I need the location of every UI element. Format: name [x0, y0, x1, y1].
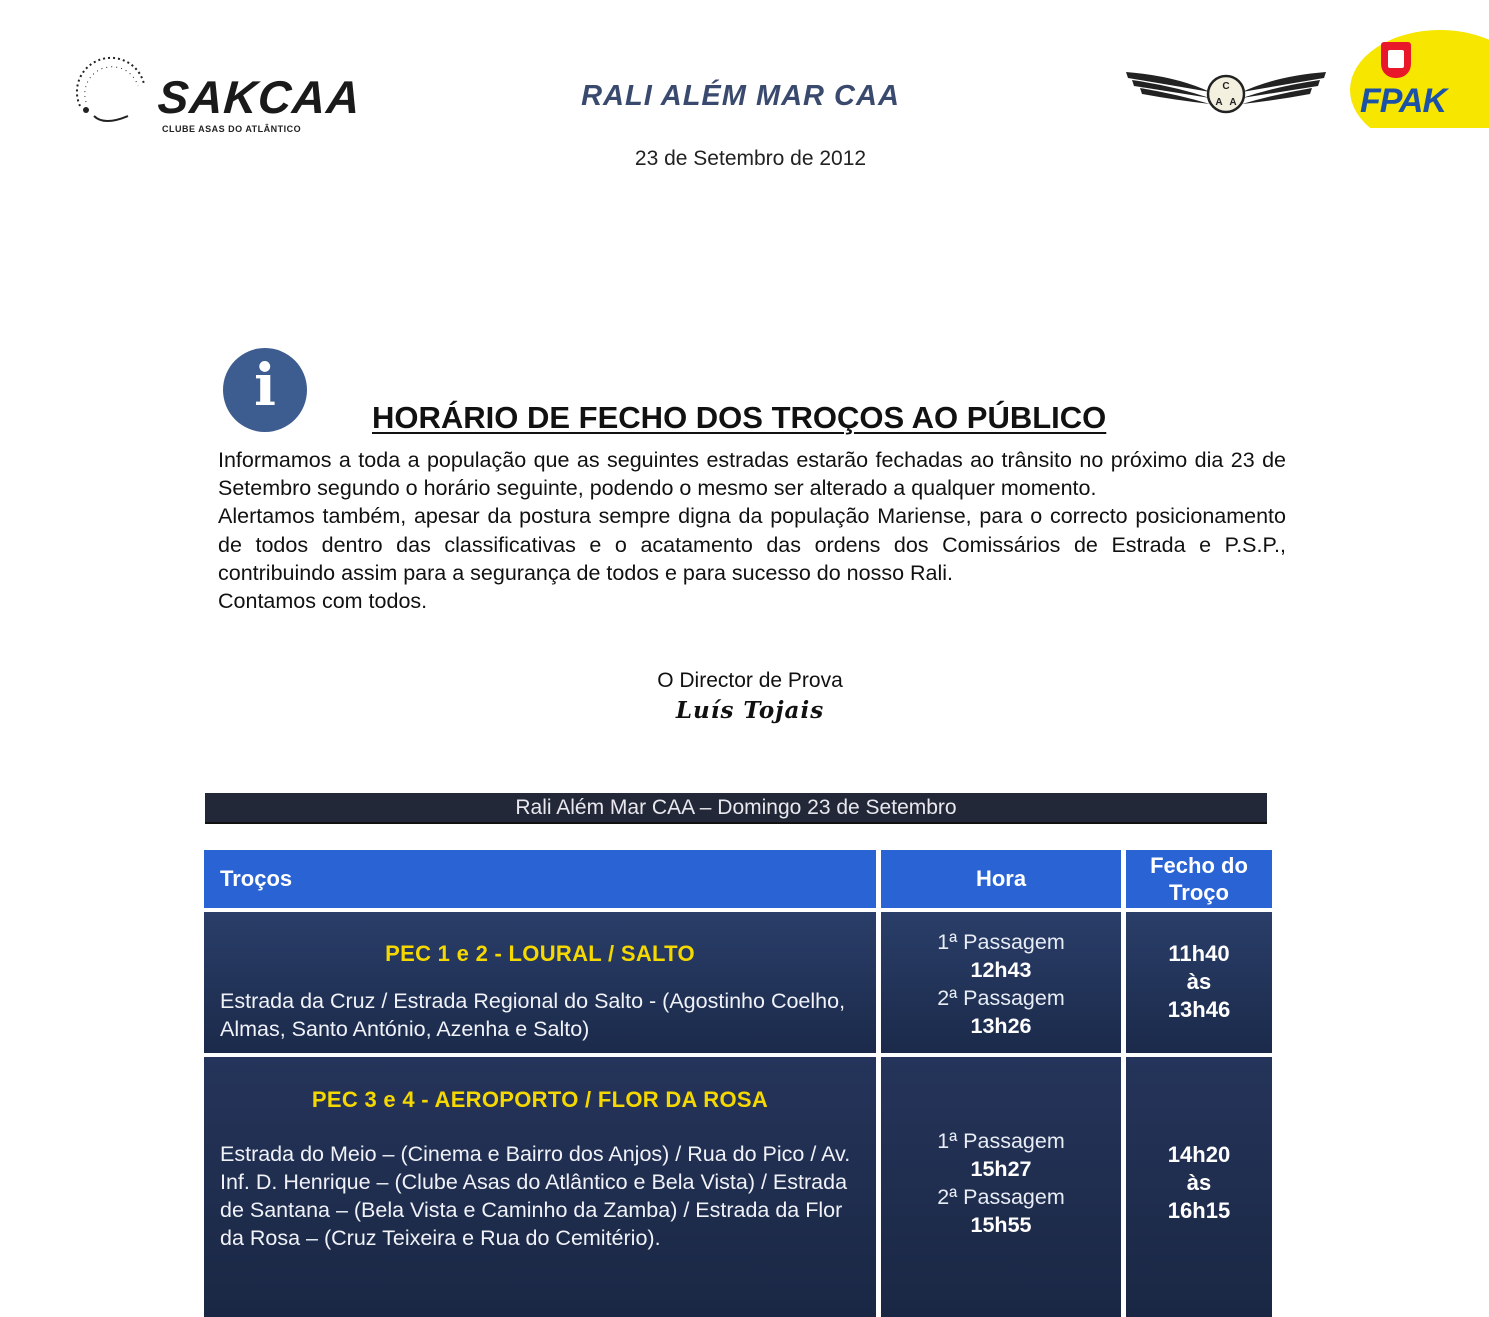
pass-label: 1ª Passagem: [937, 930, 1065, 954]
close-separator: às: [1186, 969, 1212, 994]
fpak-text: FPAK: [1360, 82, 1447, 120]
column-header-trocos: Troços: [204, 850, 876, 908]
table-banner: Rali Além Mar CAA – Domingo 23 de Setembro: [205, 793, 1267, 824]
caa-wings-logo: [1126, 62, 1326, 122]
pass-label: 1ª Passagem: [937, 1129, 1065, 1153]
table-row: [204, 912, 1272, 1053]
hora-cell: [881, 1057, 1121, 1317]
troco-cell: [204, 912, 876, 1053]
roads-list: Estrada da Cruz / Estrada Regional do Salto - (Agostinho Coelho, Almas, Santo António, Azenha e Salto): [220, 989, 846, 1041]
pass-label: 2ª Passagem: [937, 986, 1065, 1010]
notice-body: [218, 446, 1286, 615]
sakcaa-subtitle: CLUBE ASAS DO ATLÂNTICO: [162, 124, 302, 134]
portugal-shield-icon: [1381, 42, 1411, 78]
column-header-hora: Hora: [881, 850, 1121, 908]
fecho-cell: [1126, 1057, 1272, 1317]
pass-time: 12h43: [970, 958, 1032, 982]
close-to: 13h46: [1167, 997, 1231, 1022]
document-title: RALI ALÉM MAR CAA: [581, 80, 900, 112]
column-header-fecho: Fecho do Troço: [1126, 850, 1272, 908]
document-date: 23 de Setembro de 2012: [634, 147, 867, 170]
troco-cell: [204, 1057, 876, 1317]
close-from: 14h20: [1167, 1142, 1231, 1167]
signer-role: O Director de Prova: [657, 669, 843, 692]
roads-list: Estrada do Meio – (Cinema e Bairro dos Anjos) / Rua do Pico / Av. Inf. D. Henrique – (Clube Asas do Atlântico e Bela Vista) / Estrada de Santana – (Bela Vista e Caminho da Zamba) / Estrada da Flor da Rosa – (Cruz Teixeira e Rua do Cemitério).: [220, 1142, 851, 1250]
fecho-cell: [1126, 912, 1272, 1053]
pec-title: PEC 3 e 4 - AEROPORTO / FLOR DA ROSA: [311, 1087, 769, 1112]
notice-paragraph: Informamos a toda a população que as seguintes estradas estarão fechadas ao trânsito no próximo dia 23 de Setembro segundo o horário seguinte, podendo o mesmo ser alterado a qualquer momento.: [218, 448, 1286, 501]
pass-time: 15h27: [970, 1157, 1032, 1181]
close-from: 11h40: [1168, 941, 1230, 966]
table-row: [204, 1057, 1272, 1317]
signature-block: [0, 669, 1489, 724]
signer-signature: Luís Tojais: [675, 697, 825, 724]
pass-label: 2ª Passagem: [937, 1185, 1065, 1209]
pec-title: PEC 1 e 2 - LOURAL / SALTO: [385, 941, 695, 966]
hora-cell: [881, 912, 1121, 1053]
notice-paragraph: Alertamos também, apesar da postura sempre digna da população Mariense, para o correcto posicionamento de todos dentro das classificativas e o acatamento das ordens dos Comissários de Estrada e P.S.P., contribuindo assim para a segurança de todos e para sucesso do nosso Rali.: [218, 504, 1286, 585]
svg-text:A: A: [1215, 97, 1223, 108]
sakcaa-brand: SAKCAA: [156, 71, 363, 123]
svg-text:C: C: [1222, 81, 1230, 92]
pass-time: 15h55: [970, 1213, 1032, 1237]
table-header-row: [204, 850, 1272, 908]
svg-text:A: A: [1229, 97, 1237, 108]
notice-heading: HORÁRIO DE FECHO DOS TROÇOS AO PÚBLICO: [372, 400, 1107, 435]
close-to: 16h15: [1167, 1198, 1231, 1223]
notice-paragraph: Contamos com todos.: [218, 589, 428, 614]
pass-time: 13h26: [970, 1014, 1032, 1038]
close-separator: às: [1186, 1170, 1212, 1195]
info-icon: i: [223, 348, 307, 432]
fpak-logo: [1350, 30, 1489, 128]
